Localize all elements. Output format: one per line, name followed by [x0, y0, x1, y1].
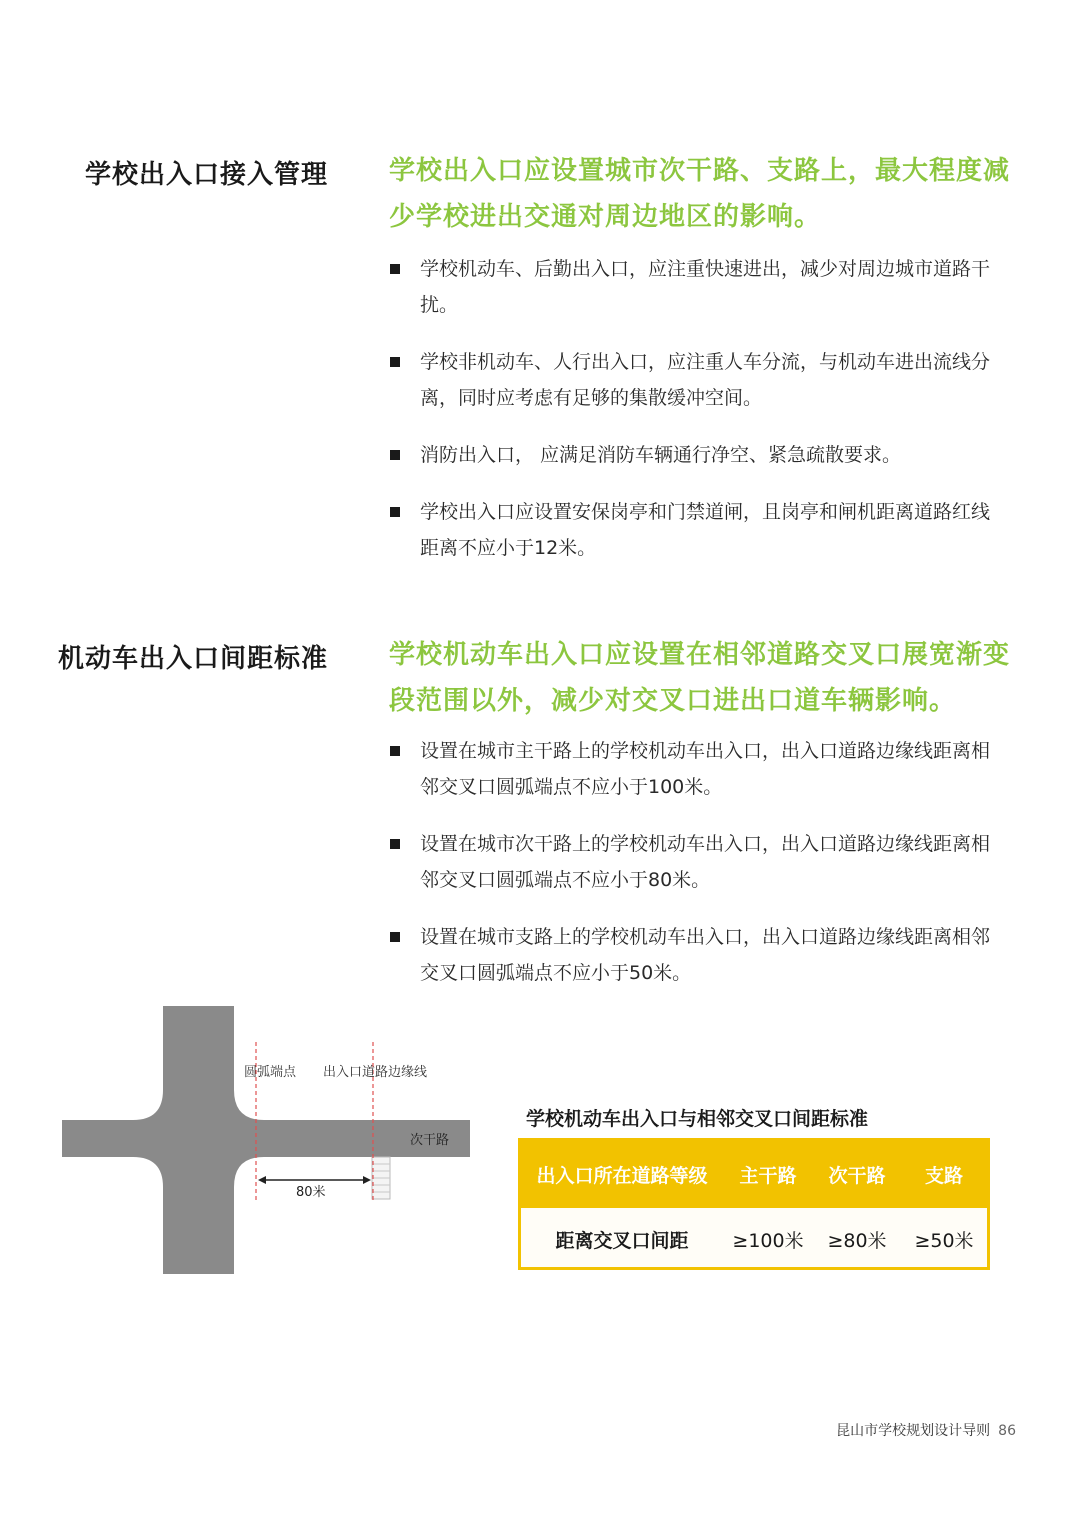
intersection-diagram — [60, 1006, 480, 1276]
bullet-list-entrance-management — [388, 251, 1008, 566]
page-number: 86 — [998, 1423, 1016, 1439]
table-header-cell: 主干路 — [739, 1165, 797, 1187]
table-header-row — [521, 1141, 987, 1208]
bullet-item — [388, 344, 1008, 416]
bullet-item — [388, 919, 1008, 991]
table-header-cell: 支路 — [924, 1165, 963, 1187]
bullet-square-icon — [390, 839, 400, 849]
bullet-text: 消防出入口， 应满足消防车辆通行净空、紧急疏散要求。 — [420, 444, 902, 466]
document-title: 昆山市学校规划设计导则 — [836, 1423, 991, 1439]
section-title-vehicle-entrance-spacing: 机动车出入口间距标准 — [57, 644, 328, 674]
bullet-text: 设置在城市次干路上的学校机动车出入口，出入口道路边缘线距离相邻交叉口圆弧端点不应小于80米。 — [420, 833, 991, 891]
table-header-cell: 出入口所在道路等级 — [536, 1165, 708, 1187]
table-cell: ≥100米 — [732, 1229, 804, 1252]
bullet-square-icon — [390, 357, 400, 367]
arc-endpoint-label: 圆弧端点 — [244, 1065, 297, 1080]
bullet-square-icon — [390, 746, 400, 756]
bullet-square-icon — [390, 507, 400, 517]
bullet-item — [388, 251, 1008, 323]
entrance-edge-label: 出入口道路边缘线 — [323, 1065, 428, 1080]
table-cell: ≥80米 — [827, 1229, 887, 1252]
intersection-road-shape — [62, 1006, 470, 1274]
bullet-text: 设置在城市支路上的学校机动车出入口，出入口道路边缘线距离相邻交叉口圆弧端点不应小于50米。 — [420, 926, 991, 984]
section-lead-entrance-management: 学校出入口应设置城市次干路、支路上，最大程度减少学校进出交通对周边地区的影响。 — [389, 156, 1011, 232]
section-title-entrance-management: 学校出入口接入管理 — [84, 160, 328, 190]
spacing-standard-table — [518, 1138, 990, 1270]
bullet-text: 学校非机动车、人行出入口，应注重人车分流，与机动车进出流线分离，同时应考虑有足够的集散缓冲空间。 — [420, 351, 991, 409]
bullet-text: 学校机动车、后勤出入口，应注重快速进出，减少对周边城市道路干扰。 — [420, 258, 991, 316]
section-lead-vehicle-entrance-spacing: 学校机动车出入口应设置在相邻道路交叉口展宽渐变段范围以外，减少对交叉口进出口道车辆影响。 — [389, 640, 1011, 716]
bullet-square-icon — [390, 450, 400, 460]
bullet-square-icon — [390, 932, 400, 942]
page-footer — [836, 1420, 1016, 1440]
bullet-item — [388, 437, 1008, 473]
bullet-item — [388, 733, 1008, 805]
table-title: 学校机动车出入口与相邻交叉口间距标准 — [526, 1108, 869, 1130]
bullet-text: 学校出入口应设置安保岗亭和门禁道闸，且岗亭和闸机距离道路红线距离不应小于12米。 — [420, 501, 991, 559]
road-label: 次干路 — [410, 1133, 450, 1148]
bullet-square-icon — [390, 264, 400, 274]
distance-label: 80米 — [296, 1185, 326, 1200]
table-header-cell: 次干路 — [828, 1165, 886, 1187]
bullet-item — [388, 826, 1008, 898]
table-cell: 距离交叉口间距 — [555, 1229, 689, 1252]
distance-arrow-left-head — [258, 1176, 266, 1184]
bullet-text: 设置在城市主干路上的学校机动车出入口，出入口道路边缘线距离相邻交叉口圆弧端点不应小于100米。 — [420, 740, 991, 798]
table-cell: ≥50米 — [914, 1229, 974, 1252]
bullet-list-vehicle-entrance-spacing — [388, 733, 1008, 991]
bullet-item — [388, 494, 1008, 566]
distance-arrow-right-head — [363, 1176, 371, 1184]
